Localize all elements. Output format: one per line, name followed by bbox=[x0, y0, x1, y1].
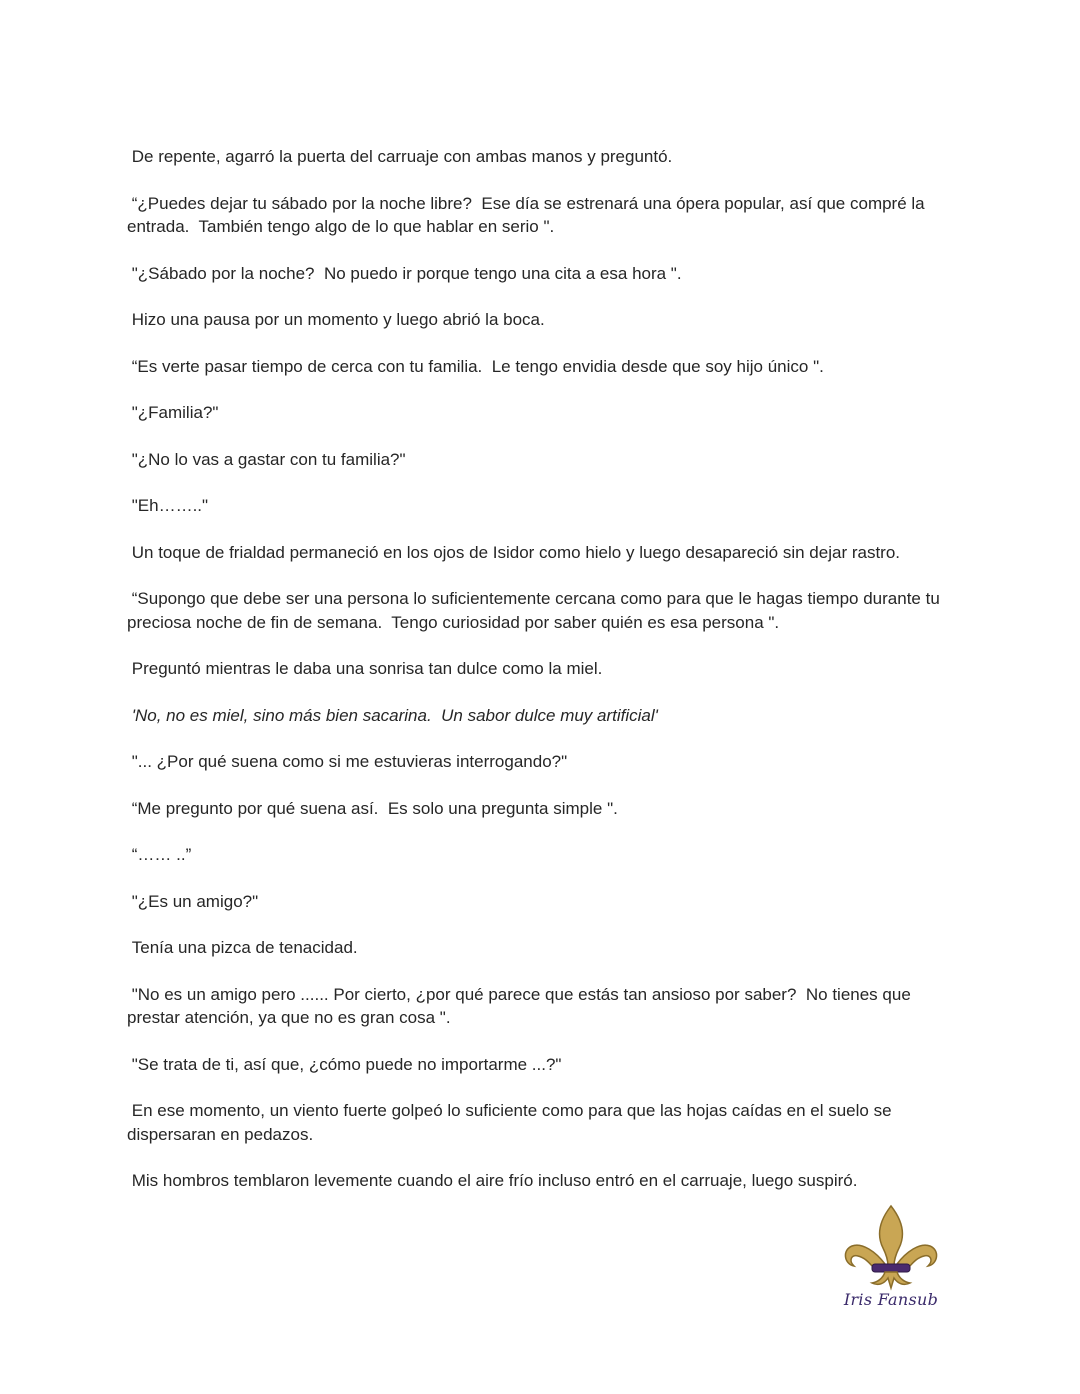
paragraph: En ese momento, un viento fuerte golpeó lo suficiente como para que las hojas caídas en el suelo se dispersaran en pedazos. bbox=[127, 1101, 897, 1144]
paragraph: "Se trata de ti, así que, ¿cómo puede no importarme ...?" bbox=[127, 1054, 562, 1074]
paragraph: "¿Sábado por la noche? No puedo ir porque tengo una cita a esa hora ". bbox=[127, 263, 682, 283]
fleur-de-lis-icon bbox=[836, 1202, 946, 1292]
paragraph: “Supongo que debe ser una persona lo suficientemente cercana como para que le hagas tiempo durante tu preciosa noche de fin de semana. Tengo curiosidad por saber quién es esa persona ". bbox=[127, 589, 945, 632]
paragraph: "... ¿Por qué suena como si me estuvieras interrogando?" bbox=[127, 752, 568, 771]
paragraph: "Eh…….." bbox=[127, 496, 209, 515]
watermark-logo bbox=[836, 1202, 946, 1322]
paragraph: "¿No lo vas a gastar con tu familia?" bbox=[127, 449, 406, 469]
paragraph: Hizo una pausa por un momento y luego abrió la boca. bbox=[127, 310, 545, 329]
paragraph: “Me pregunto por qué suena así. Es solo una pregunta simple ". bbox=[127, 798, 618, 818]
paragraph: "¿Es un amigo?" bbox=[127, 891, 259, 911]
paragraph: “Es verte pasar tiempo de cerca con tu familia. Le tengo envidia desde que soy hijo único ". bbox=[127, 356, 824, 376]
paragraph: 'No, no es miel, sino más bien sacarina. Un sabor dulce muy artificial' bbox=[127, 705, 658, 725]
paragraph: “¿Puedes dejar tu sábado por la noche libre? Ese día se estrenará una ópera popular, así que compré la entrada. También tengo algo de lo que hablar en serio ". bbox=[127, 193, 930, 236]
paragraph: “…… ..” bbox=[127, 845, 192, 864]
paragraph: Mis hombros temblaron levemente cuando el aire frío incluso entró en el carruaje, luego suspiró. bbox=[127, 1171, 858, 1190]
watermark-logo-text: Iris Fansub bbox=[843, 1290, 939, 1309]
paragraph: "¿Familia?" bbox=[127, 403, 219, 422]
paragraph: Preguntó mientras le daba una sonrisa tan dulce como la miel. bbox=[127, 659, 603, 678]
document-body bbox=[127, 145, 957, 1216]
paragraph: Tenía una pizca de tenacidad. bbox=[127, 938, 358, 957]
paragraph: Un toque de frialdad permaneció en los ojos de Isidor como hielo y luego desapareció sin dejar rastro. bbox=[127, 542, 901, 562]
paragraph: De repente, agarró la puerta del carruaje con ambas manos y preguntó. bbox=[127, 147, 673, 166]
paragraph: "No es un amigo pero ...... Por cierto, ¿por qué parece que estás tan ansioso por saber? No tienes que prestar atención, ya que no es gran cosa ". bbox=[127, 984, 916, 1027]
